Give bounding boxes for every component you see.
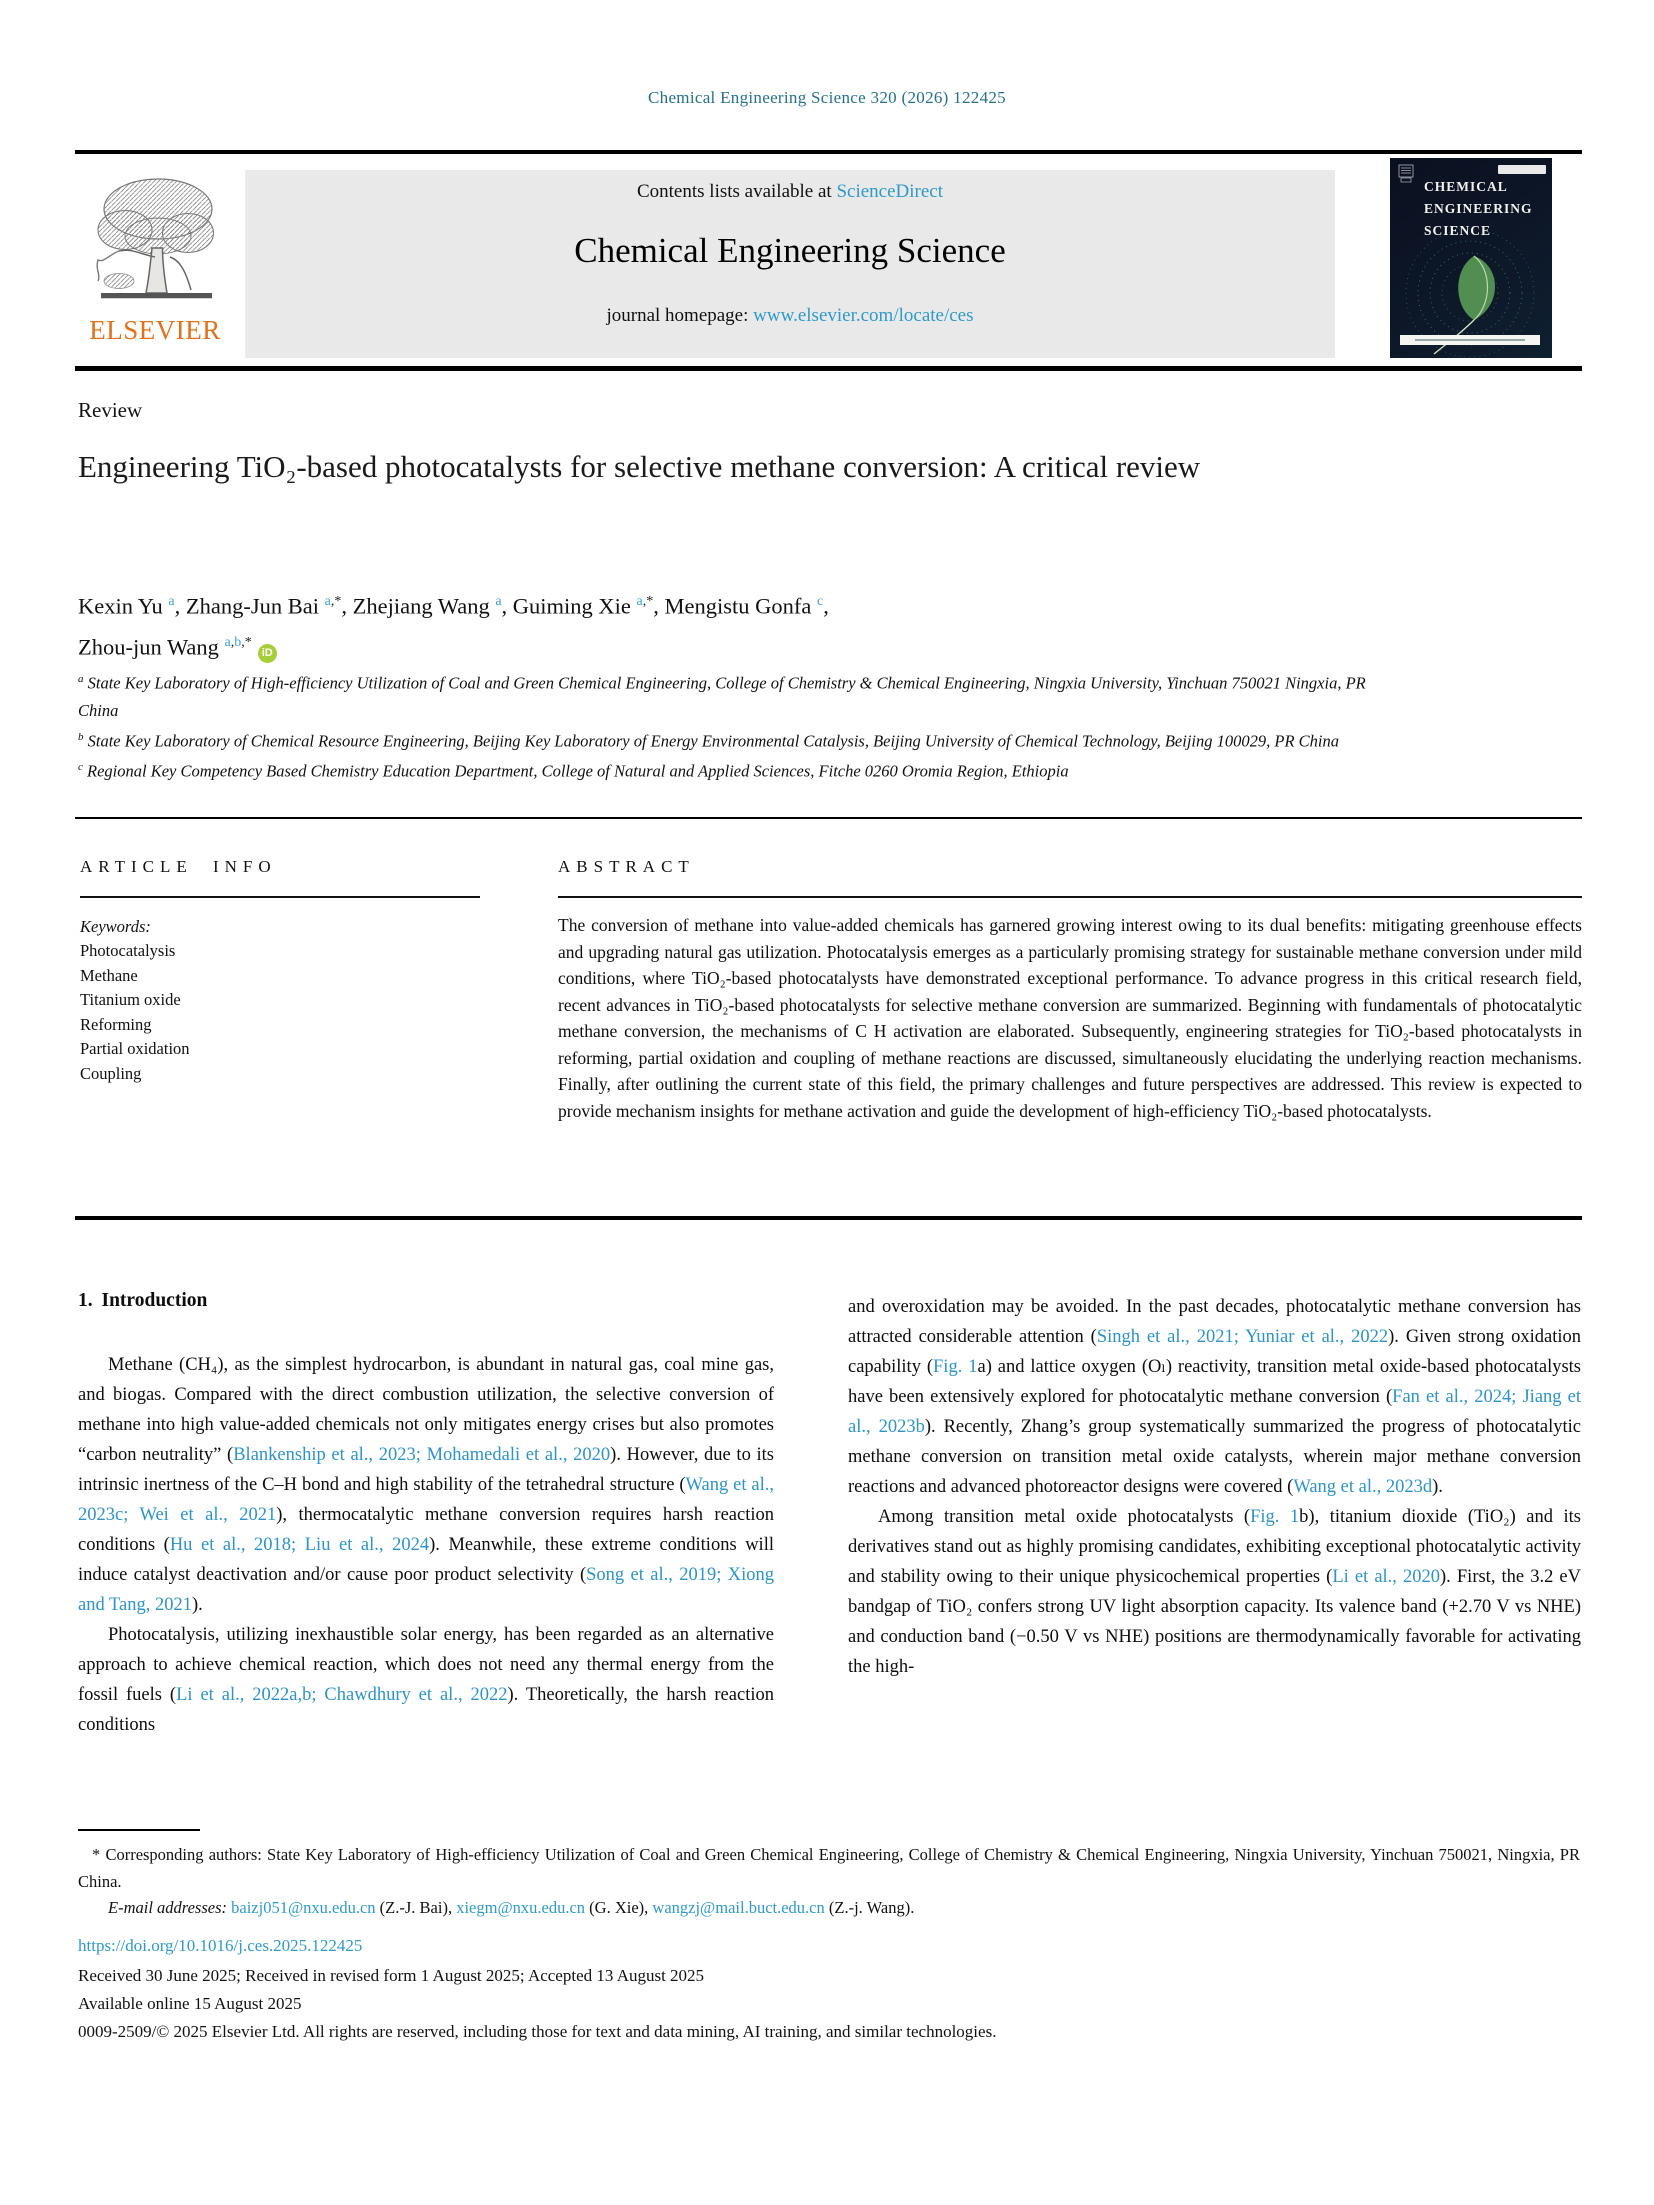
author-separator: ,	[501, 593, 513, 619]
affiliation-text: State Key Laboratory of Chemical Resource Engineering, Beijing Key Laboratory of Energy Environmental Catalysis, Beijing University of Chemical Technology, Beijing 100029, PR China	[83, 731, 1340, 750]
keyword-item: Photocatalysis	[80, 941, 176, 960]
email-suffix: (G. Xie),	[585, 1898, 653, 1917]
contents-prefix: Contents lists available at	[636, 181, 837, 202]
journal-cover-thumbnail[interactable]	[1390, 158, 1552, 358]
author-separator: ,	[341, 593, 353, 619]
email-label: E-mail addresses:	[108, 1898, 227, 1917]
keyword-item: Reforming	[80, 1014, 152, 1034]
affiliation-item	[78, 666, 1388, 724]
cover-footer-strip	[1400, 335, 1540, 345]
email-suffix: (Z.-j. Wang).	[824, 1898, 915, 1917]
doi-link[interactable]: https://doi.org/10.1016/j.ces.2025.122425	[78, 1936, 363, 1955]
text-run: ). Meanwhile, these extreme conditions will induce catalyst deactivation and/or cause poor product selectivity (	[78, 1535, 774, 1585]
author-affiliation-sup[interactable]: c	[817, 594, 824, 609]
author-name: Zhejiang Wang	[352, 593, 490, 619]
citation-link[interactable]: Song et al., 2019; Xiong and Tang, 2021	[78, 1565, 774, 1615]
abstract-text: The conversion of methane into value-added chemicals has garnered growing interest owing to its dual benefits: mitigating greenhouse effects and upgrading natural gas utilization. Photocatalysis emerges as a particularly promising strategy for sustainable methane conversion under mild conditions, where TiO₂-based photocatalysts have demonstrated exceptional performance. To advance progress in this critical research field, recent advances in TiO₂-based photocatalysts for selective methane conversion are summarized. Beginning with fundamentals of photocatalytic methane conversion, the mechanisms of C H activation are elaborated. Subsequently, engineering strategies for TiO₂-based photocatalysts in reforming, partial oxidation and coupling of methane reactions are discussed, simultaneously elucidating the underlying reaction mechanisms. Finally, after outlining the current state of this field, the primary challenges and future perspectives are addressed. This review is expected to provide mechanism insights for methane activation and guide the development of high-efficiency TiO₂-based photocatalysts.	[558, 915, 1582, 1121]
footnote-divider	[78, 1829, 200, 1831]
email-links	[231, 1898, 914, 1917]
affiliation-text: Regional Key Competency Based Chemistry Education Department, College of Natural and Applied Sciences, Fitche 0260 Oromia Region, Ethiopia	[82, 761, 1069, 781]
citation-link[interactable]: Blankenship et al., 2023; Mohamedali et al., 2020	[233, 1445, 611, 1465]
corresponding-authors-note: * Corresponding authors: State Key Laboratory of High-efficiency Utilization of Coal and Green Chemical Engineering, College of Chemistry & Chemical Engineering, Ningxia University, Yinchuan 750021, Ningxia, PR China.	[78, 1845, 1580, 1891]
masthead-divider	[75, 366, 1582, 371]
abstract-bottom-divider	[75, 1216, 1582, 1220]
email-link[interactable]: xiegm@nxu.edu.cn	[456, 1898, 586, 1917]
citation-link[interactable]: Hu et al., 2018; Liu et al., 2024	[169, 1535, 430, 1555]
keyword-item: Methane	[80, 965, 138, 985]
abstract-rule	[558, 896, 1582, 898]
top-divider	[75, 150, 1582, 154]
author-affiliation-sup[interactable]: a	[495, 594, 502, 609]
keyword-item: Partial oxidation	[80, 1039, 190, 1058]
keyword-item: Coupling	[80, 1063, 142, 1083]
affiliation-text: State Key Laboratory of High-efficiency Utilization of Coal and Green Chemical Engineering, College of Chemistry & Chemical Engineering, Ningxia University, Yinchuan 750021 Ningxia, PR China	[78, 673, 1366, 720]
affiliation-item	[78, 754, 1388, 785]
text-run: ). First, the 3.2 eV bandgap of TiO₂ confers strong UV light absorption capacity. Its valence band (+2.70 V vs NHE) and conduction band (−0.50 V vs NHE) positions are thermodynamically favorable for activating the high-	[848, 1567, 1581, 1677]
article-info-rule	[80, 896, 480, 898]
author-list	[78, 584, 1428, 665]
paragraph	[848, 1502, 1581, 1682]
text-run: ).	[191, 1595, 203, 1615]
text-run: Methane (CH₄), as the simplest hydrocarbon, is abundant in natural gas, coal mine gas, and biogas. Compared with the direct combustion utilization, the selective conversion of methane into high value-added chemicals not only mitigates energy crises but also promotes “carbon neutrality” (	[78, 1355, 774, 1465]
citation-link[interactable]: Li et al., 2022a,b; Chawdhury et al., 2022	[176, 1685, 508, 1705]
email-link[interactable]: wangzj@mail.buct.edu.cn	[652, 1898, 825, 1917]
text-run: b), titanium dioxide (TiO₂) and its derivatives stand out as highly promising candidates, exhibiting exceptional photocatalytic activity and stability owing to their unique physicochemical properties (	[848, 1507, 1581, 1587]
text-run: and overoxidation may be avoided. In the past decades, photocatalytic methane conversion has attracted considerable attention (	[848, 1297, 1581, 1347]
doi-line	[78, 1936, 362, 1956]
author-affiliation-sup[interactable]: a,b,*	[224, 634, 252, 650]
affiliation-list	[78, 666, 1388, 785]
citation-link[interactable]: Wang et al., 2023c; Wei et al., 2021	[78, 1475, 774, 1525]
citation-link[interactable]: Li et al., 2020	[1332, 1567, 1441, 1587]
section-heading-introduction: 1. Introduction	[78, 1290, 208, 1311]
abstract-section	[558, 857, 1582, 1124]
text-run: ), thermocatalytic methane conversion requires harsh reaction conditions (	[78, 1505, 774, 1555]
homepage-prefix: journal homepage:	[606, 305, 754, 326]
author-affiliation-sup[interactable]: a,*	[324, 594, 342, 609]
sciencedirect-link[interactable]: ScienceDirect	[836, 181, 944, 202]
available-online: Available online 15 August 2025	[78, 1994, 302, 2013]
email-link[interactable]: baizj051@nxu.edu.cn	[231, 1898, 376, 1917]
cover-issn-badge	[1498, 165, 1546, 174]
text-run: ). However, due to its intrinsic inertness of the C–H bond and high stability of the tetrahedral structure (	[78, 1445, 775, 1495]
copyright-line: 0009-2509/© 2025 Elsevier Ltd. All rights are reserved, including those for text and data mining, AI training, and similar technologies.	[78, 2022, 997, 2041]
citation-link[interactable]: Fan et al., 2024; Jiang et al., 2023b	[848, 1387, 1582, 1437]
author-separator: ,	[174, 593, 186, 619]
article-info-heading: ARTICLE INFO	[80, 857, 277, 876]
text-run: ). Given strong oxidation capability (	[848, 1327, 1581, 1377]
author-separator: ,	[823, 593, 829, 619]
text-run: Among transition metal oxide photocatalysts (	[878, 1507, 1251, 1527]
footnote-block	[78, 1842, 1580, 1922]
citation-link[interactable]: Fig. 1	[1250, 1507, 1300, 1527]
article-type-label: Review	[78, 398, 143, 422]
elsevier-logo[interactable]	[80, 170, 230, 346]
contents-line	[245, 170, 1335, 203]
text-run: Photocatalysis, utilizing inexhaustible solar energy, has been regarded as an alternative approach to achieve chemical reaction, which does not need any thermal energy from the fossil fuels (	[78, 1625, 774, 1705]
running-head-citation: Chemical Engineering Science 320 (2026) 122425	[648, 88, 1006, 107]
email-addresses-line	[78, 1895, 1580, 1922]
affiliation-item	[78, 724, 1388, 755]
journal-banner	[245, 170, 1335, 358]
keywords-list	[80, 939, 480, 1086]
keyword-item: Titanium oxide	[80, 990, 181, 1009]
text-run: a) and lattice oxygen (Oₗ) reactivity, transition metal oxide-based photocatalysts have been extensively explored for photocatalytic methane conversion (	[848, 1357, 1581, 1407]
author-name: Zhou-jun Wang	[78, 634, 219, 659]
elsevier-tree-icon	[80, 295, 230, 312]
author-affiliation-sup[interactable]: a,*	[636, 594, 654, 609]
orcid-icon[interactable]: iD	[258, 644, 277, 663]
journal-homepage-link[interactable]: www.elsevier.com/locate/ces	[753, 305, 974, 326]
author-name: Mengistu Gonfa	[664, 593, 812, 619]
affiliation-sup: a	[78, 673, 84, 685]
affiliation-divider	[75, 817, 1582, 819]
journal-title: Chemical Engineering Science	[574, 231, 1006, 270]
homepage-line	[245, 305, 1335, 327]
body-column-right	[848, 1292, 1581, 1682]
text-run: ). Theoretically, the harsh reaction conditions	[78, 1685, 774, 1735]
affiliation-sup: b	[78, 730, 84, 743]
abstract-heading: ABSTRACT	[558, 857, 695, 876]
email-suffix: (Z.-J. Bai),	[375, 1898, 457, 1917]
text-run: ).	[1432, 1477, 1443, 1497]
author-name: Zhang-Jun Bai	[185, 593, 319, 619]
article-info-section	[80, 857, 480, 1086]
intro-text-left	[78, 1350, 774, 1740]
citation-link[interactable]: Singh et al., 2021; Yuniar et al., 2022	[1096, 1327, 1389, 1347]
cover-title: CHEMICAL ENGINEERING SCIENCE	[1424, 179, 1533, 238]
author-separator: ,	[653, 593, 665, 619]
text-run: ). Recently, Zhang’s group systematically summarized the progress of photocatalytic methane conversion on transition metal oxide catalysts, wherein major methane conversion reactions and advanced photoreactor designs were covered (	[848, 1417, 1581, 1497]
article-title: Engineering TiO₂-based photocatalysts for selective methane conversion: A critical review	[78, 449, 1201, 484]
affiliation-sup: c	[78, 761, 83, 773]
cover-elsevier-mini-logo	[1398, 164, 1414, 189]
author-name: Kexin Yu	[78, 593, 163, 619]
author-affiliation-sup[interactable]: a	[168, 594, 175, 609]
keywords-label: Keywords:	[80, 917, 151, 936]
citation-link[interactable]: Fig. 1	[933, 1357, 978, 1377]
citation-link[interactable]: Wang et al., 2023d	[1293, 1477, 1433, 1497]
body-column-left	[78, 1286, 774, 1740]
elsevier-wordmark: ELSEVIER	[89, 315, 221, 345]
received-dates: Received 30 June 2025; Received in revised form 1 August 2025; Accepted 13 August 2025	[78, 1966, 705, 1985]
paragraph	[78, 1620, 774, 1740]
paragraph	[78, 1350, 774, 1620]
author-name: Guiming Xie	[512, 593, 631, 619]
paragraph	[848, 1292, 1581, 1502]
